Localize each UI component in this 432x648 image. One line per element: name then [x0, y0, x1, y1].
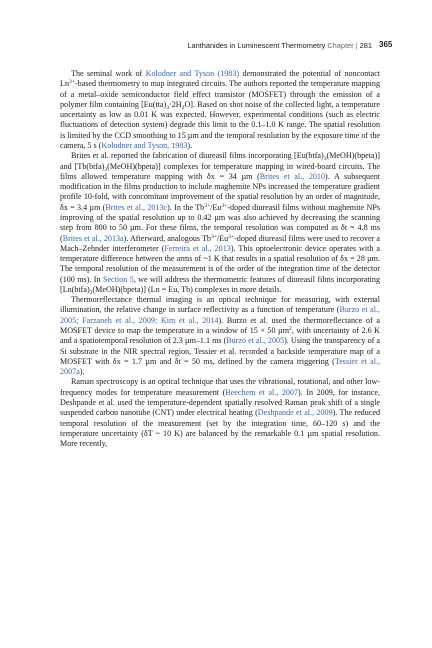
text-run: ). Burzo et al. used the thermoreflectance of a MOSFET device to map the temperature in a window of 15 × 50 µm: [60, 315, 380, 336]
paragraph-4: [60, 377, 380, 449]
text-run: (MeOH)(bpeta)] complexes for temperature mapping in wired-board circuits. The films allowed temperature mapping with δx = 34 µm (: [60, 161, 380, 181]
subscript: 3: [89, 289, 93, 296]
text-run: ).: [79, 367, 85, 377]
text-run: ).: [187, 140, 193, 150]
citation-link[interactable]: Beechem et al., 2007: [225, 387, 299, 397]
text-run: Raman spectroscopy is an optical technique that uses the vibrational, rotational, and other low-frequency modes for temperature measurement (: [60, 377, 380, 397]
text-run: ). Afterward, analogous Tb: [123, 233, 211, 243]
citation-link[interactable]: Brites et al., 2013c: [105, 202, 168, 212]
chapter-number: 281: [359, 41, 372, 50]
text-run: Thermoreflectance thermal imaging is an optical technique for measuring, with external illumination, the relative change in surface reflectivity as a function of temperature (: [60, 295, 380, 315]
running-title-group: [187, 41, 372, 50]
text-run: ·2H: [169, 99, 182, 109]
text-run: Brites et al. reported the fabrication of diureasil films incorporating [Eu(btfa): [71, 151, 324, 161]
running-header: [0, 40, 432, 54]
text-run: , with uncertainty of 2.6 K and a spatiotemporal resolution of 2.3 µm–1.1 ms (: [60, 326, 380, 346]
running-title: Lanthanides in Luminescent Thermometry: [187, 41, 326, 50]
text-run: ). The reduced temporal resolution of the measurement (set by the integration time, 60–120 s) and the temperature uncertainty (δT ~ 10 K) are balanced by the remarkable 0.1 µm spatial resolution. More recently,: [60, 408, 380, 449]
subscript: 3: [166, 104, 170, 111]
citation-link[interactable]: Burzo et al., 2005; Farzaneh et al., 2009; Kim et al., 2014: [60, 305, 380, 325]
text-run: -based thermometry to map integrated circuits. The authors reported the temperature mapping of a metal–oxide semiconductor field effect transistor (MOSFET) through the emission of a polymer film containing [Eu(tta): [60, 79, 380, 109]
text-run: (MeOH)(bpeta)] and [Tb(btfa): [60, 151, 380, 171]
superscript: 3+: [69, 79, 75, 86]
text-run: (MeOH)(bpeta)] (Ln = Eu, Tb) complexes in more details.: [92, 284, 282, 294]
superscript: 3+: [221, 202, 228, 209]
citation-link[interactable]: Tessier et al., 2007a: [60, 356, 380, 377]
text-run: ). In the Tb: [167, 202, 205, 212]
text-run: /Eu: [216, 233, 229, 243]
text-run: , we will address the thermometric features of diureasil films incorporating [Ln(btfa): [60, 274, 380, 294]
citation-link[interactable]: Kolodner and Tyson, 1983: [101, 140, 188, 150]
citation-link[interactable]: Kolodner and Tyson (1983): [145, 69, 240, 78]
superscript: 3+: [210, 233, 217, 240]
citation-link[interactable]: Ferreira et al., 2013: [164, 243, 231, 253]
citation-link[interactable]: Brites et al., 2013a: [62, 233, 124, 243]
superscript: 2: [289, 325, 292, 332]
text-run: demonstrated the potential of noncontact Ln: [60, 69, 380, 89]
text-run: -doped diureasil films without maghemite NPs improving of the spatial resolution up to 0.42 µm was also achieved by decreasing the scanning step from 800 to 50 µm. For these films, the temporal resolution was computed as δt = 4.8 ms (: [60, 202, 380, 243]
text-run: O]. Based on shot noise of the collected light, a temperature uncertainty as low as 0.01 K was expected. However, experimental conditions (such as electric fluctuations of detection system) degrade this limit to the 0.1–1.0 K range. The spatial resolution is limited by the CCD smoothing to 15 µm and the temporal resolution by the exposure time of the camera, 5 s (: [60, 99, 380, 150]
page-number: 365: [379, 40, 393, 49]
paragraph-2: [60, 151, 380, 295]
subscript: 3: [104, 166, 108, 173]
text-run: ). This optoelectronic device operates with a temperature difference between the arms of ~1 K that results in a spatial resolution of δx = 28 µm. The temporal resolution of the measurement is of the order of the integration time of the detector (100 ms). In: [60, 243, 380, 284]
superscript: 3+: [228, 233, 235, 240]
citation-link[interactable]: Deshpande et al., 2009: [257, 408, 333, 418]
header-separator: |: [355, 41, 358, 50]
text-run: ). A subsequent modification in the films production to include maghemite NPs increased the temperature gradient profile 10-fold, with concomitant improvement of the spatial resolution by an order of magnitude, δx = 3.4 µm (: [60, 171, 380, 212]
chapter-label: Chapter: [327, 41, 354, 50]
paragraph-1: [60, 69, 380, 151]
citation-link[interactable]: Burzo et al., 2005: [226, 336, 285, 346]
subscript: 3: [323, 156, 327, 163]
text-run: ). In 2009, for instance, Deshpande et al. used the temperature-dependent spatially resolved Raman peak shift of a single suspended carbon nanotube (CNT) under electrical heating (: [60, 387, 380, 418]
subscript: 2: [181, 104, 185, 111]
text-run: ). Using the transparency of a Si substrate in the NIR spectral region, Tessier et al. recorded a backside temperature map of a MOSFET with δx = 1.7 µm and δt = 50 ms, defined by the camera triggering (: [60, 336, 380, 366]
paragraph-3: [60, 295, 380, 377]
text-run: -doped diureasil films were used to recover a Mach–Zehnder interferometer (: [60, 233, 380, 253]
citation-link[interactable]: Brites et al., 2010: [259, 171, 326, 181]
text-run: /Eu: [210, 202, 222, 212]
article-body: [60, 69, 380, 634]
superscript: 3+: [204, 202, 211, 209]
section-link[interactable]: Section 5: [102, 274, 134, 284]
text-run: The seminal work of: [71, 69, 146, 78]
